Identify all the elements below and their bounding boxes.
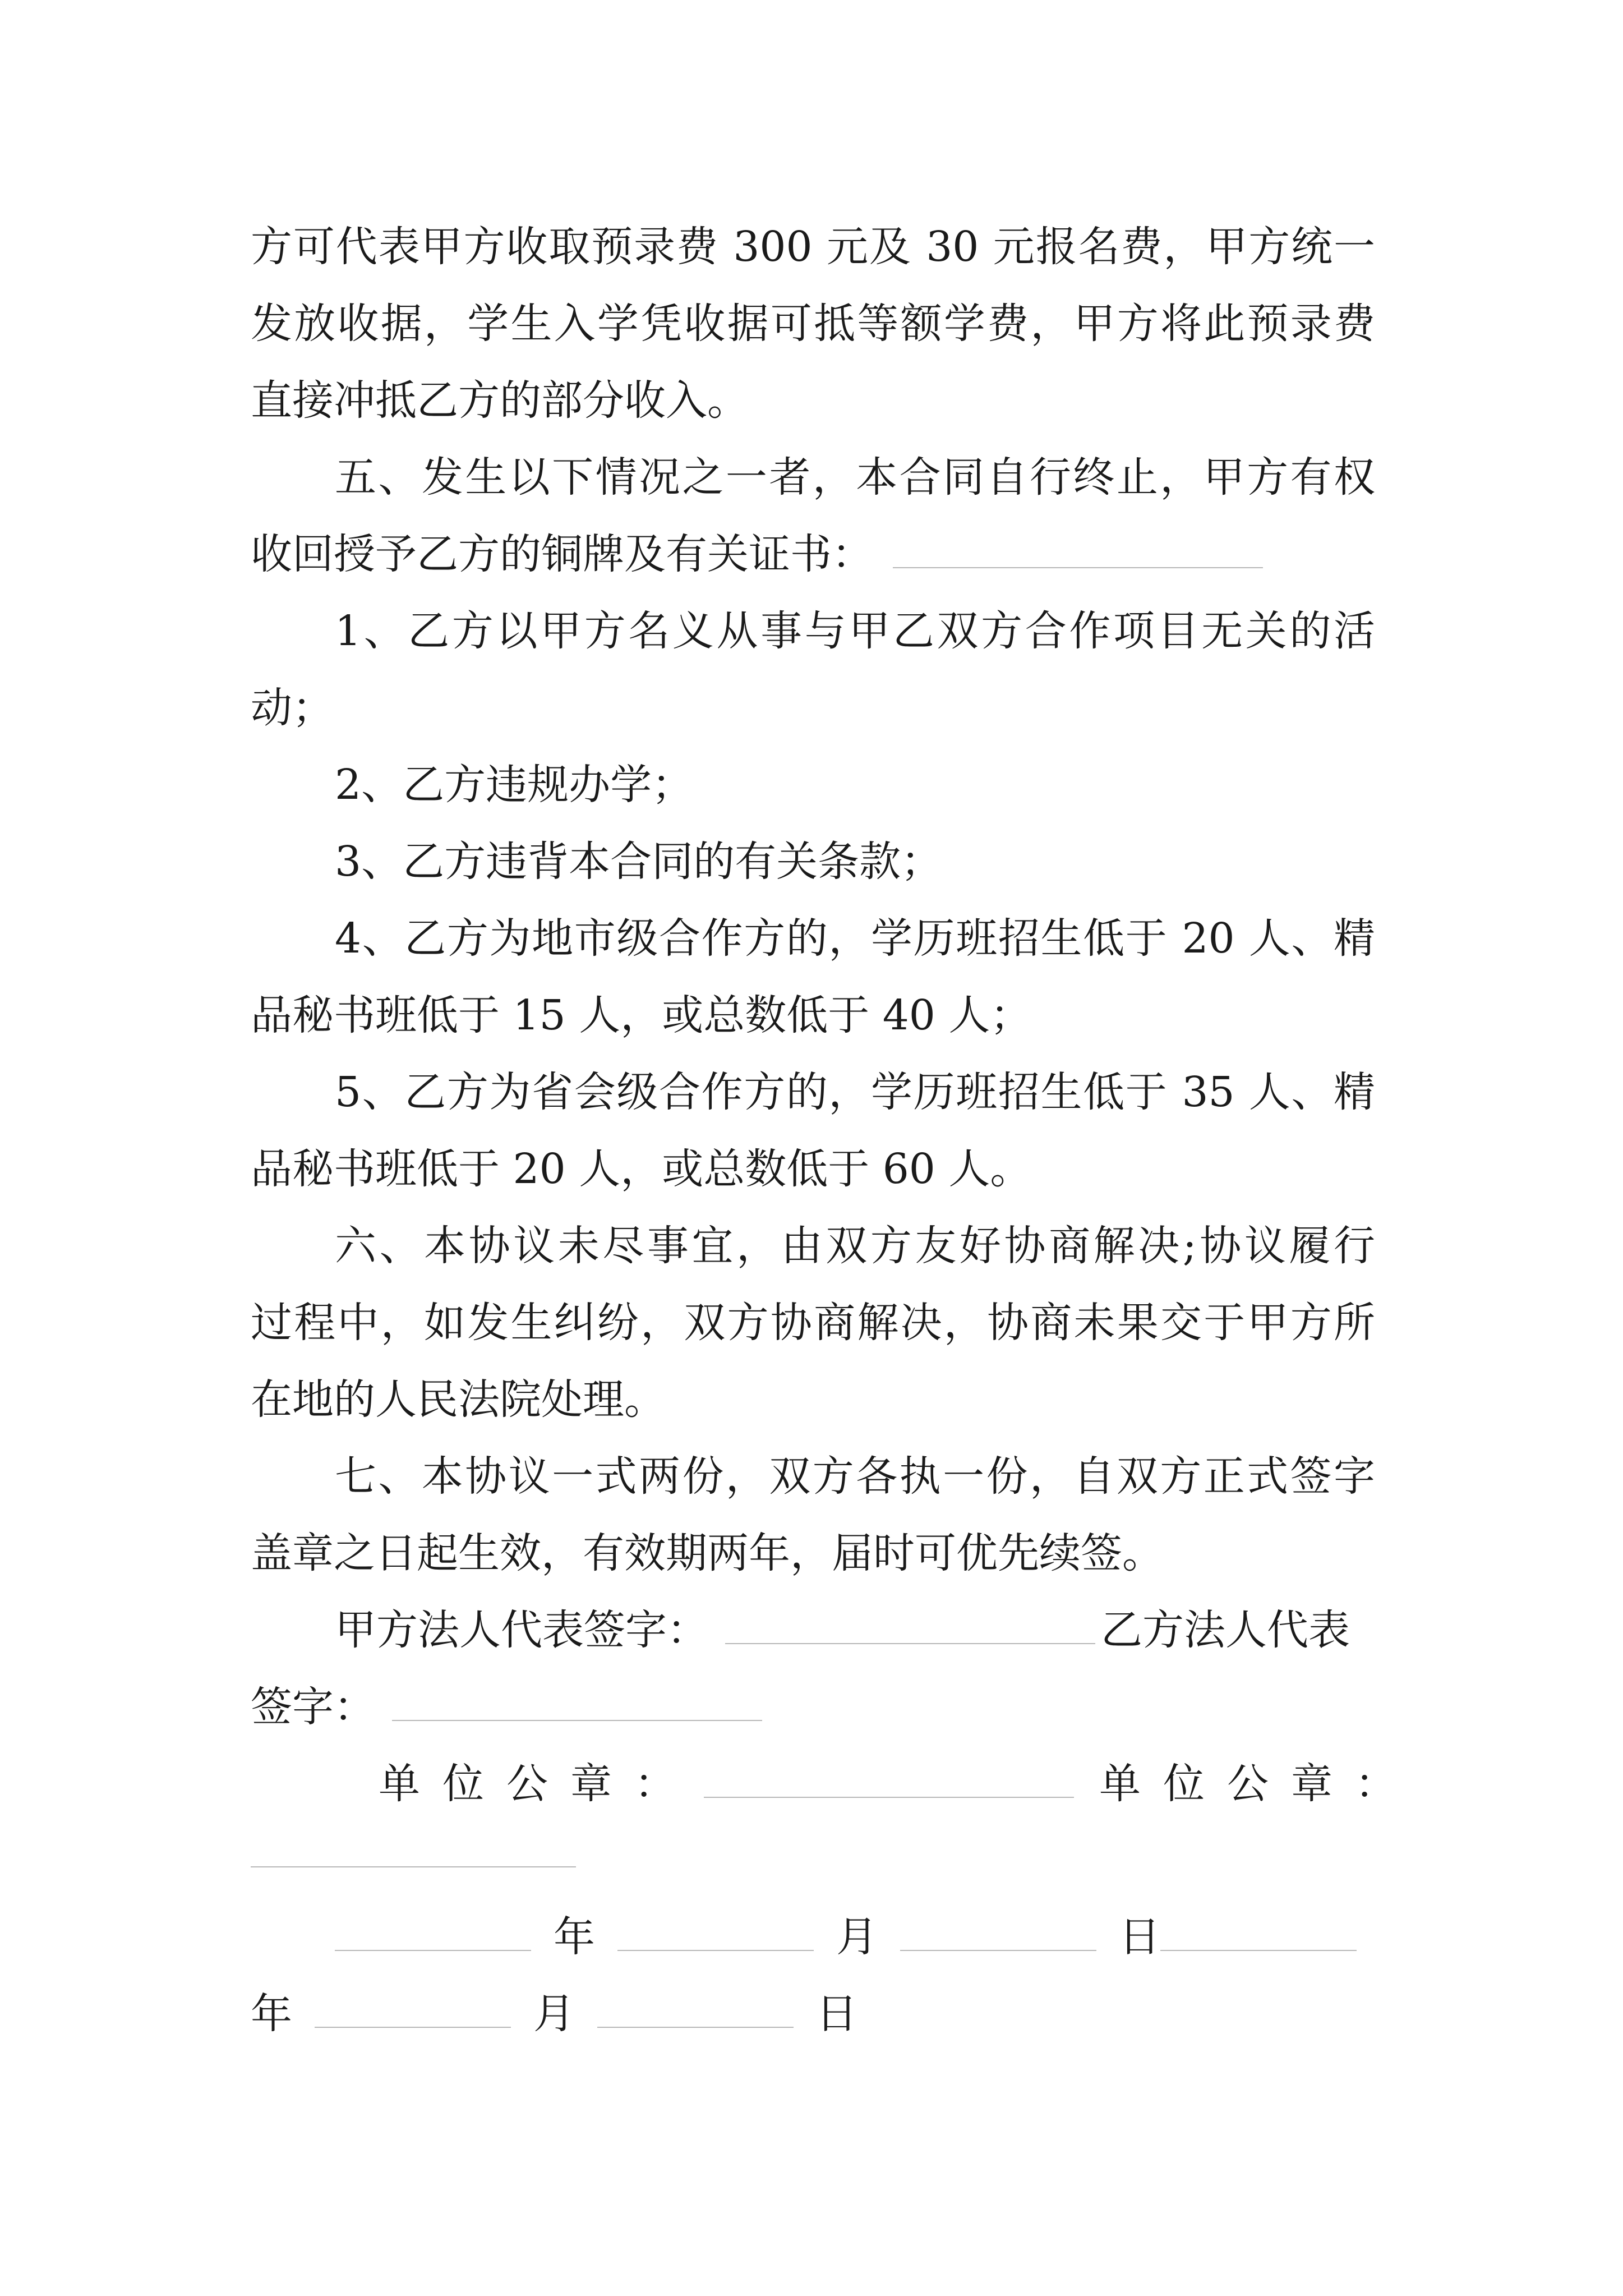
clause-5-text: 收回授予乙方的铜牌及有关证书： bbox=[251, 530, 873, 578]
list-item: 4、乙方为地市级合作方的，学历班招生低于 20 人、精 bbox=[335, 914, 1375, 963]
list-item: 2、乙方违规办学； bbox=[335, 761, 694, 809]
clause-5-heading: 五、发生以下情况之一者，本合同自行终止，甲方有权 bbox=[335, 453, 1375, 501]
clause-6-line: 六、本协议未尽事宜，由双方友好协商解决;协议履行 bbox=[335, 1222, 1375, 1270]
party-a-seal-field bbox=[704, 1763, 1074, 1798]
seal-line bbox=[379, 1750, 1419, 1818]
year-label: 年 bbox=[554, 1913, 595, 1961]
date-line-continuation bbox=[251, 1980, 1375, 2047]
list-item: 5、乙方为省会级合作方的，学历班招生低于 35 人、精 bbox=[335, 1068, 1375, 1116]
party-a-day-field bbox=[900, 1916, 1096, 1951]
paragraph-line: 发放收据，学生入学凭收据可抵等额学费，甲方将此预录费 bbox=[251, 300, 1375, 348]
party-b-signature-label-cont: 签字： bbox=[251, 1683, 375, 1731]
month-label: 月 bbox=[836, 1913, 878, 1961]
blank-underline bbox=[893, 533, 1263, 568]
clause-7-line: 盖章之日起生效，有效期两年，届时可优先续签。 bbox=[251, 1529, 1164, 1577]
clause-5-line bbox=[251, 521, 1375, 588]
day-label: 日 bbox=[1119, 1913, 1160, 1961]
list-item-continuation: 品秘书班低于 15 人，或总数低于 40 人； bbox=[251, 991, 1032, 1039]
paragraph-line: 方可代表甲方收取预录费 300 元及 30 元报名费，甲方统一 bbox=[251, 223, 1375, 271]
party-b-signature-field bbox=[392, 1686, 762, 1721]
party-b-seal-field bbox=[251, 1866, 576, 1867]
list-item: 1、乙方以甲方名义从事与甲乙双方合作项目无关的活 bbox=[335, 607, 1375, 655]
list-item: 3、乙方违背本合同的有关条款； bbox=[335, 838, 943, 886]
paragraph-line: 直接冲抵乙方的部分收入。 bbox=[251, 376, 749, 425]
party-a-year-field bbox=[335, 1916, 531, 1951]
signature-line-continuation bbox=[251, 1673, 1375, 1741]
party-a-seal-label: 单位公章： bbox=[379, 1760, 698, 1808]
year-label: 年 bbox=[251, 1990, 292, 2038]
party-b-seal-label: 单位公章： bbox=[1099, 1760, 1419, 1808]
party-b-signature-label: 乙方法人代表 bbox=[1101, 1606, 1350, 1654]
party-b-day-field bbox=[597, 1993, 794, 2028]
clause-7-line: 七、本协议一式两份，双方各执一份，自双方正式签字 bbox=[335, 1452, 1375, 1501]
signature-line bbox=[335, 1596, 1375, 1664]
party-a-signature-label: 甲方法人代表签字： bbox=[335, 1606, 708, 1654]
day-label: 日 bbox=[816, 1990, 857, 2038]
clause-6-line: 过程中，如发生纠纷，双方协商解决，协商未果交于甲方所 bbox=[251, 1299, 1375, 1347]
list-item-continuation: 品秘书班低于 20 人，或总数低于 60 人。 bbox=[251, 1145, 1032, 1193]
list-item-continuation: 动； bbox=[251, 684, 334, 732]
party-a-month-field bbox=[617, 1916, 814, 1951]
month-label: 月 bbox=[533, 1990, 575, 2038]
party-b-year-field bbox=[1160, 1916, 1357, 1951]
clause-6-line: 在地的人民法院处理。 bbox=[251, 1375, 666, 1424]
party-b-month-field bbox=[315, 1993, 511, 2028]
date-line bbox=[251, 1903, 1375, 1971]
party-a-signature-field bbox=[725, 1609, 1095, 1644]
